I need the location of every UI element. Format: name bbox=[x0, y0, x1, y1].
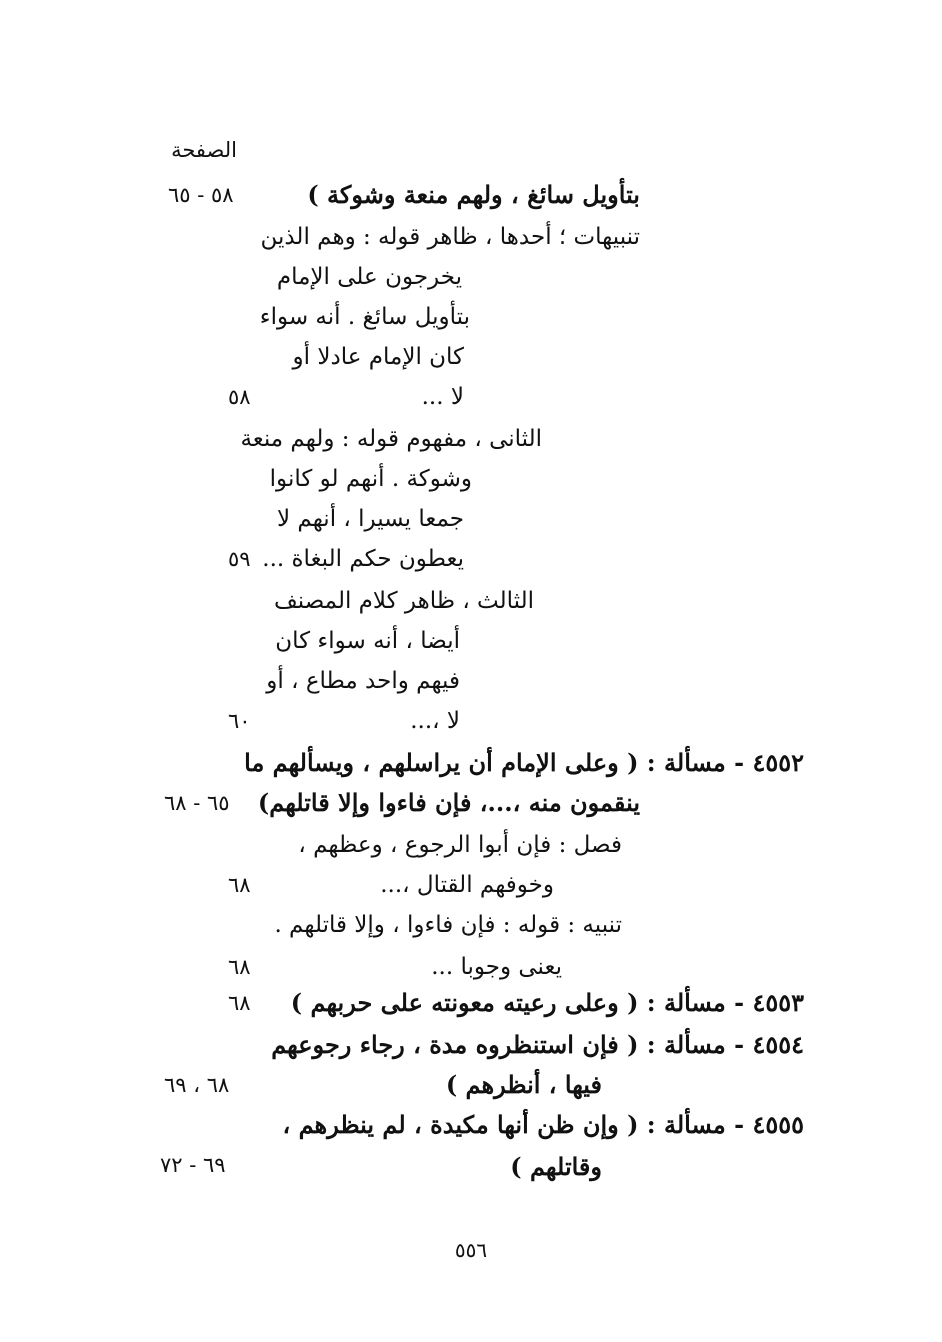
index-line: ٤٥٥٥ - مسألة : ( وإن ظن أنها مكيدة ، لم ينظرهم ، bbox=[282, 1110, 804, 1139]
page-number: ٥٥٦ bbox=[454, 1238, 488, 1262]
index-line: لا ... bbox=[421, 384, 464, 410]
page-ref: ٦٨ bbox=[228, 955, 251, 979]
page-ref: ٦٨ bbox=[228, 873, 251, 897]
page-ref: ٥٨ bbox=[228, 385, 251, 409]
index-line: ٤٥٥٢ - مسألة : ( وعلى الإمام أن يراسلهم ، ويسألهم ما bbox=[244, 748, 804, 777]
index-line: ينقمون منه ،...، فإن فاءوا وإلا قاتلهم) bbox=[257, 788, 640, 817]
page-ref: ٦٠ bbox=[228, 709, 251, 733]
page-ref: ٥٨ - ٦٥ bbox=[168, 183, 234, 207]
index-line: ٤٥٥٣ - مسألة : ( وعلى رعيته معونته على حربهم ) bbox=[290, 988, 804, 1017]
index-line: فيها ، أنظرهم ) bbox=[445, 1070, 602, 1099]
index-line: أيضا ، أنه سواء كان bbox=[275, 628, 460, 654]
index-line: ٤٥٥٤ - مسألة : ( فإن استنظروه مدة ، رجاء رجوعهم bbox=[271, 1030, 804, 1059]
page-column-header: الصفحة bbox=[171, 138, 237, 162]
page-ref: ٦٨ bbox=[228, 991, 251, 1015]
index-line: جمعا يسيرا ، أنهم لا bbox=[276, 506, 464, 532]
page-ref: ٦٥ - ٦٨ bbox=[164, 791, 230, 815]
index-line: بتأويل سائغ ، ولهم منعة وشوكة ) bbox=[307, 180, 640, 209]
index-line: فيهم واحد مطاع ، أو bbox=[266, 668, 460, 694]
page-ref: ٦٩ - ٧٢ bbox=[160, 1153, 226, 1177]
index-line: فصل : فإن أبوا الرجوع ، وعظهم ، bbox=[298, 832, 622, 858]
index-line: يعنى وجوبا ... bbox=[431, 954, 562, 980]
index-line: يعطون حكم البغاة ... bbox=[262, 546, 464, 572]
index-line: تنبيه : قوله : فإن فاءوا ، وإلا قاتلهم . bbox=[274, 912, 622, 938]
index-line: بتأويل سائغ . أنه سواء bbox=[259, 304, 470, 330]
page-ref: ٥٩ bbox=[228, 547, 251, 571]
index-line: وشوكة . أنهم لو كانوا bbox=[269, 466, 472, 492]
index-line: تنبيهات ؛ أحدها ، ظاهر قوله : وهم الذين bbox=[260, 224, 640, 250]
page-ref: ٦٨ ، ٦٩ bbox=[164, 1073, 230, 1097]
index-line: الثانى ، مفهوم قوله : ولهم منعة bbox=[240, 426, 542, 452]
index-line: وخوفهم القتال ،... bbox=[380, 872, 554, 898]
index-line: الثالث ، ظاهر كلام المصنف bbox=[273, 588, 534, 614]
index-line: كان الإمام عادلا أو bbox=[292, 344, 464, 370]
index-line: يخرجون على الإمام bbox=[276, 264, 462, 290]
index-line: وقاتلهم ) bbox=[510, 1152, 602, 1181]
index-line: لا ،... bbox=[410, 708, 460, 734]
